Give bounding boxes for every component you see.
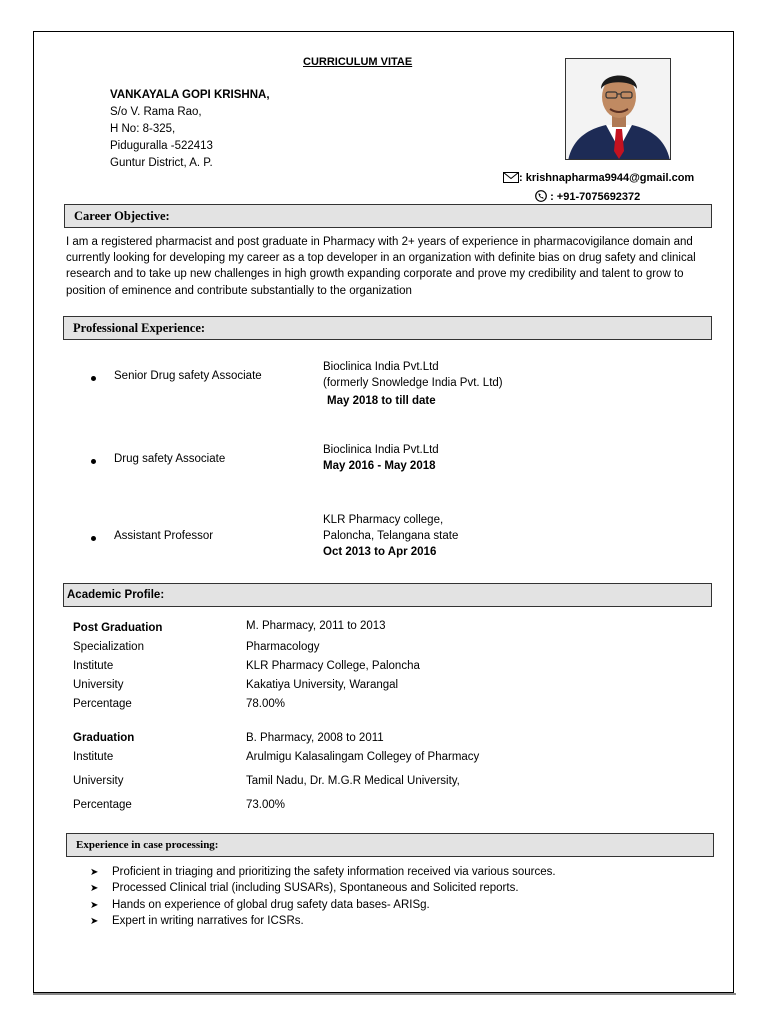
academic-label: University — [73, 775, 124, 787]
experience-org-note: (formerly Snowledge India Pvt. Ltd) — [323, 377, 503, 389]
academic-value: Arulmigu Kalasalingam Collegey of Pharmacy — [246, 751, 480, 763]
academic-value: M. Pharmacy, 2011 to 2013 — [246, 620, 386, 632]
address-line: H No: 8-325, — [110, 123, 176, 135]
arrow-bullet-icon: ➤ — [90, 867, 99, 878]
phone-number[interactable]: : +91-7075692372 — [550, 191, 641, 203]
arrow-bullet-icon: ➤ — [90, 883, 99, 894]
experience-org: Bioclinica India Pvt.Ltd — [323, 361, 439, 373]
arrow-bullet-icon: ➤ — [90, 916, 99, 927]
bullet-icon — [91, 536, 96, 541]
academic-label: Graduation — [73, 732, 135, 744]
experience-period: Oct 2013 to Apr 2016 — [323, 546, 437, 558]
email-line — [503, 172, 694, 186]
experience-role: Drug safety Associate — [114, 453, 226, 465]
phone-line — [535, 190, 640, 205]
case-processing-item: Hands on experience of global drug safety data bases- ARISg. — [112, 899, 430, 911]
experience-period: May 2016 - May 2018 — [323, 460, 436, 472]
experience-org-location: Paloncha, Telangana state — [323, 530, 459, 542]
academic-label: University — [73, 679, 124, 691]
bullet-icon — [91, 376, 96, 381]
address-line: Piduguralla -522413 — [110, 140, 213, 152]
academic-label: Institute — [73, 751, 114, 763]
career-objective-text: I am a registered pharmacist and post graduate in Pharmacy with 2+ years of experience in pharmacovigilance domain and currently looking for developing my career as a top developer in an organization with definite bias on drug safety and clinical research and to take up new challenges in high growth expanding corporate and prove my credibility and talent to grow to position of eminence and contribute substantially to the organization — [66, 236, 696, 297]
academic-value: Tamil Nadu, Dr. M.G.R Medical University, — [246, 775, 460, 787]
address-line: Guntur District, A. P. — [110, 157, 213, 169]
case-processing-item: Processed Clinical trial (including SUSARs), Spontaneous and Solicited reports. — [112, 882, 519, 894]
professional-experience-heading: Professional Experience: — [63, 316, 712, 340]
academic-value: 78.00% — [246, 698, 286, 710]
case-processing-heading: Experience in case processing: — [66, 833, 714, 857]
candidate-name: VANKAYALA GOPI KRISHNA, — [110, 89, 270, 101]
envelope-icon — [503, 172, 519, 186]
career-objective-heading: Career Objective: — [64, 204, 712, 228]
experience-role: Senior Drug safety Associate — [114, 370, 262, 382]
case-processing-item: Proficient in triaging and prioritizing the safety information received via various sources. — [112, 866, 556, 878]
academic-label: Post Graduation — [73, 622, 163, 634]
document-title: CURRICULUM VITAE — [303, 56, 413, 68]
email-prefix: : — [519, 172, 523, 184]
page-bottom-rule — [33, 993, 736, 995]
experience-role: Assistant Professor — [114, 530, 214, 542]
email-address[interactable]: krishnapharma9944@gmail.com — [525, 172, 695, 184]
academic-profile-heading: Academic Profile: — [63, 583, 712, 607]
academic-value: 73.00% — [246, 799, 286, 811]
experience-org: KLR Pharmacy college, — [323, 514, 444, 526]
case-processing-item: Expert in writing narratives for ICSRs. — [112, 915, 304, 927]
experience-org: Bioclinica India Pvt.Ltd — [323, 444, 439, 456]
academic-label: Specialization — [73, 641, 144, 653]
profile-photo — [565, 58, 671, 160]
bullet-icon — [91, 459, 96, 464]
academic-value: Kakatiya University, Warangal — [246, 679, 399, 691]
phone-icon — [535, 190, 547, 205]
academic-label: Percentage — [73, 698, 132, 710]
academic-label: Institute — [73, 660, 114, 672]
academic-value: B. Pharmacy, 2008 to 2011 — [246, 732, 384, 744]
academic-label: Percentage — [73, 799, 132, 811]
academic-value: KLR Pharmacy College, Paloncha — [246, 660, 420, 672]
address-line: S/o V. Rama Rao, — [110, 106, 202, 118]
academic-value: Pharmacology — [246, 641, 320, 653]
experience-period: May 2018 to till date — [327, 395, 436, 407]
arrow-bullet-icon: ➤ — [90, 900, 99, 911]
